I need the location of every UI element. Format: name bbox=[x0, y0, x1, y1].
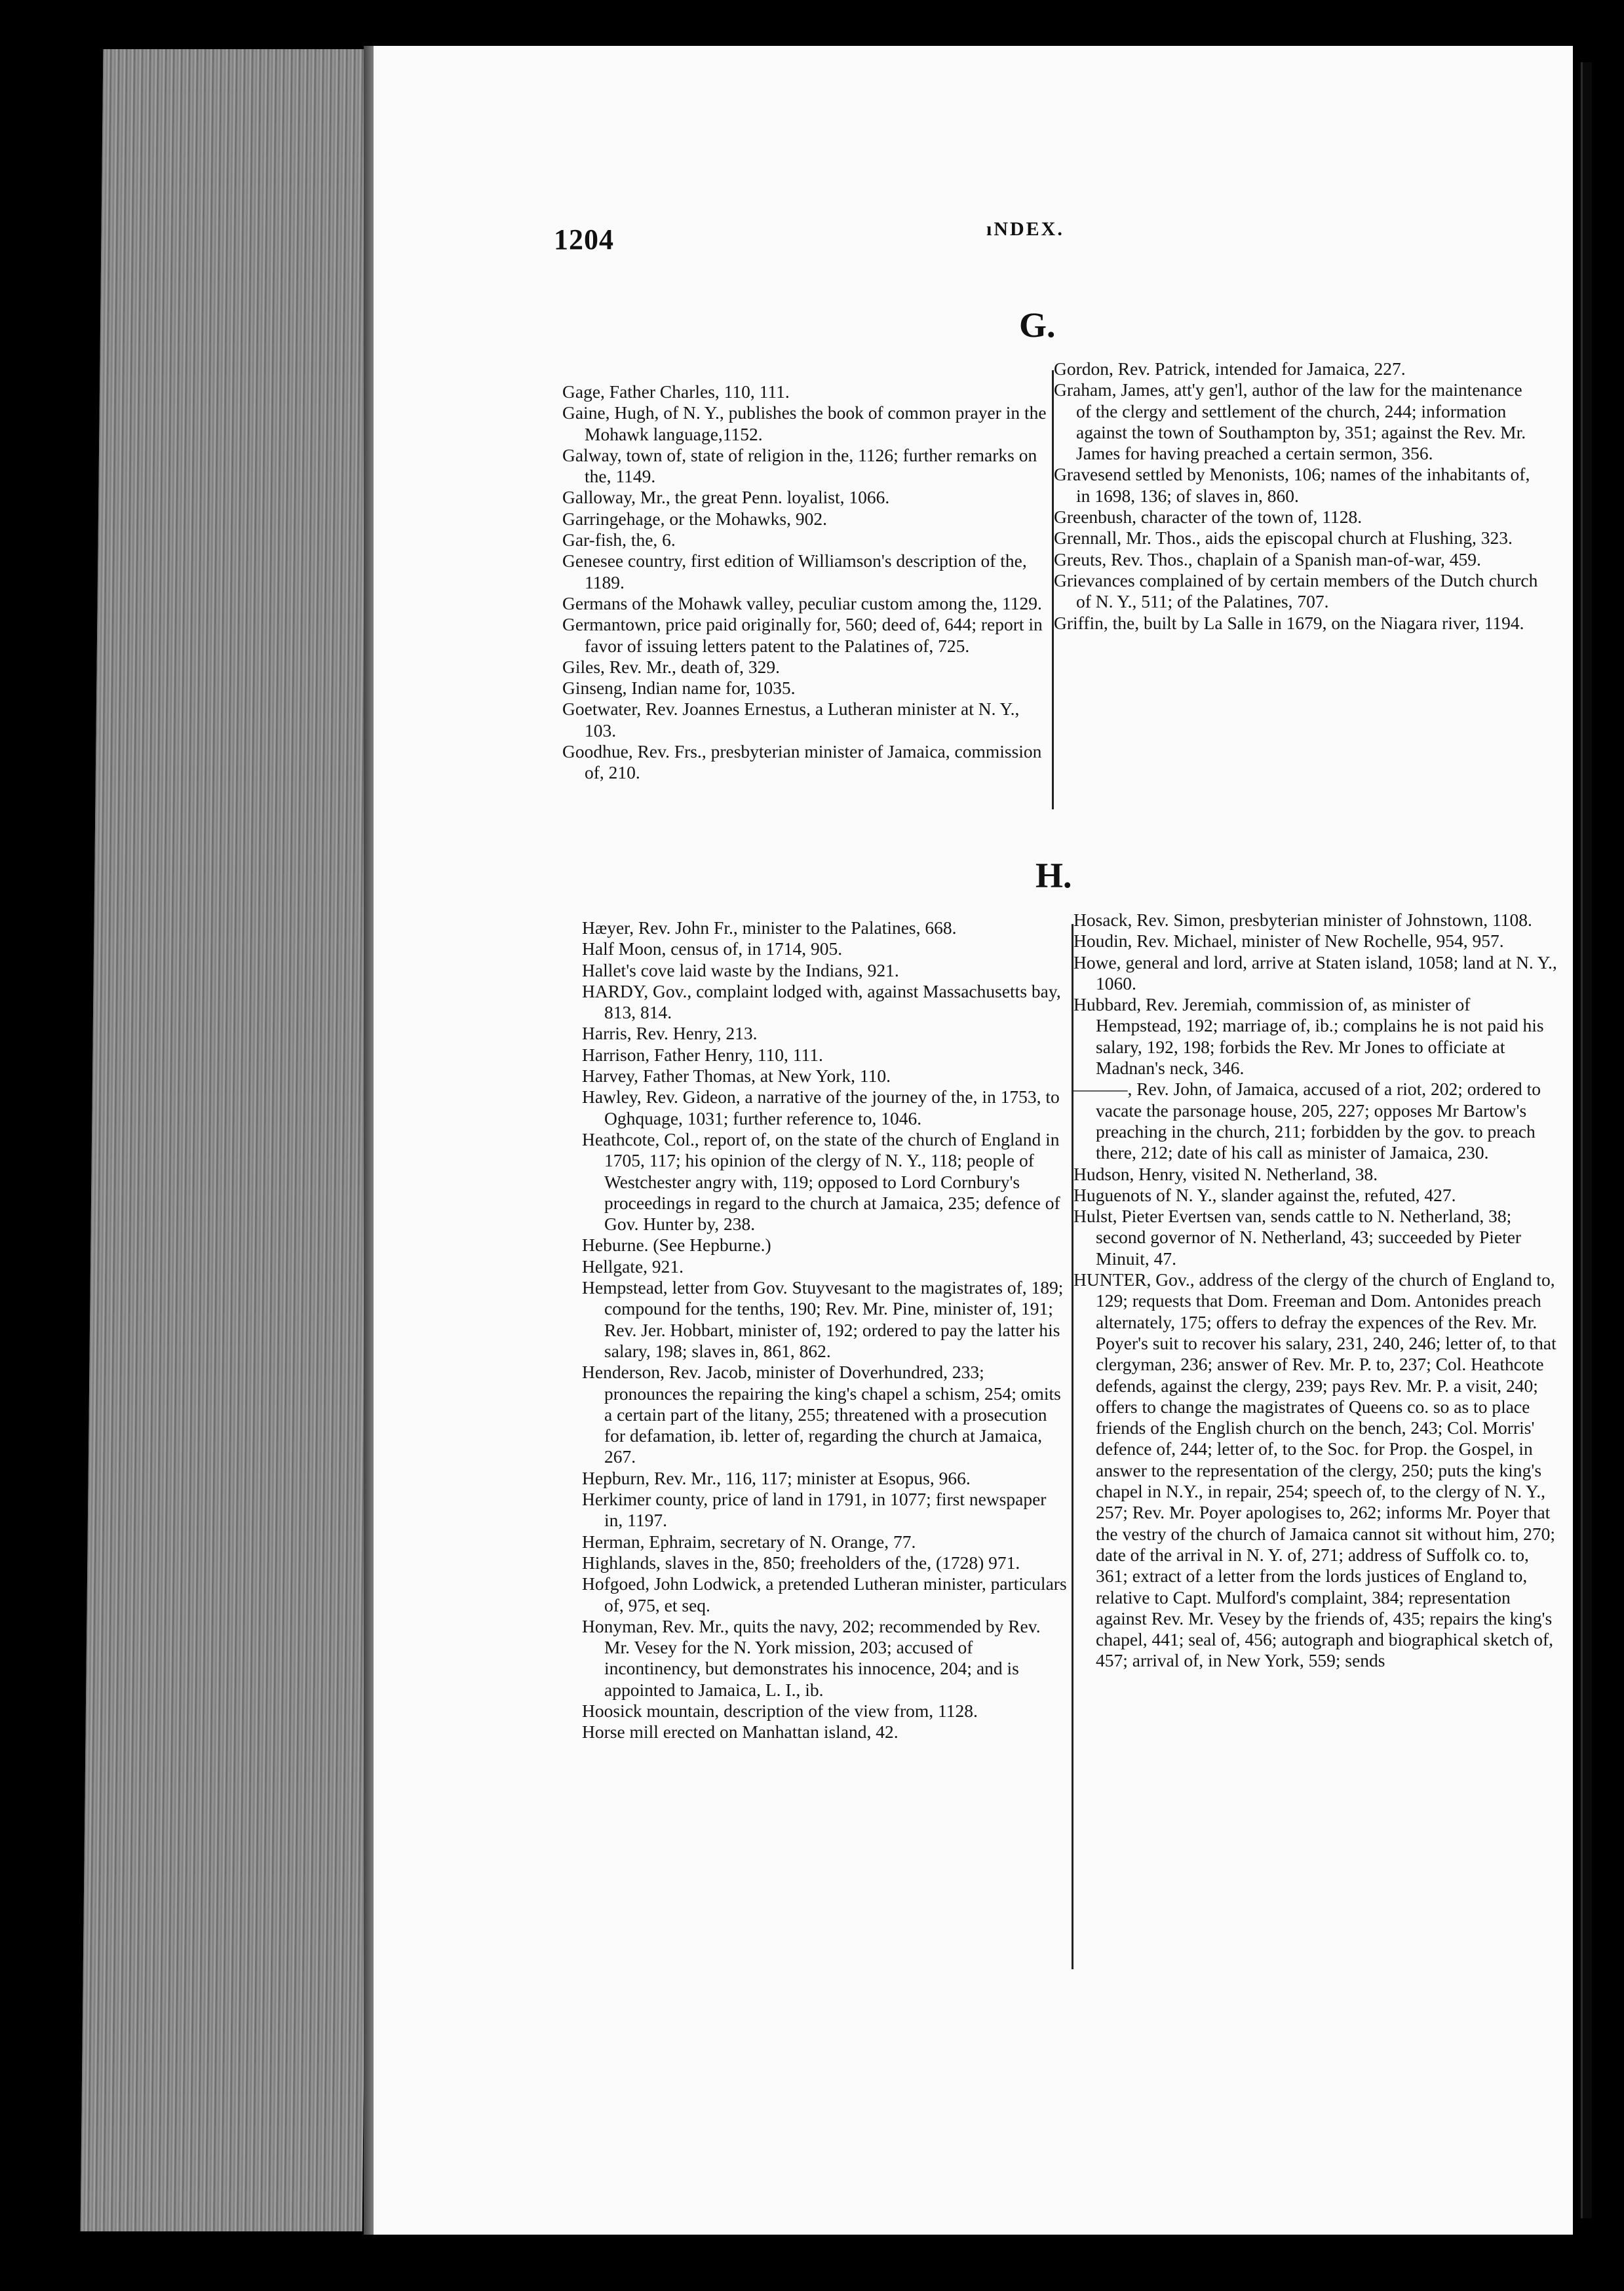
index-entry: Genesee country, first edition of Williamson's description of the, 1189. bbox=[562, 550, 1027, 592]
index-entry: Galway, town of, state of religion in the, 1126; further remarks on the, 1149. bbox=[562, 444, 1037, 487]
index-entry: Hallet's cove laid waste by the Indians, 921. bbox=[582, 959, 899, 980]
index-entry: Huguenots of N. Y., slander against the, refuted, 427. bbox=[1073, 1184, 1456, 1205]
index-entry: Goetwater, Rev. Joannes Ernestus, a Lutheran minister at N. Y., 103. bbox=[562, 699, 1020, 741]
index-entry: Hulst, Pieter Evertsen van, sends cattle to N. Netherland, 38; second governor of N. Netherland, 43; succeeded by Pieter Minuit, 47. bbox=[1073, 1206, 1522, 1269]
index-entry: Gravesend settled by Menonists, 106; names of the inhabitants of, in 1698, 136; of slaves in, 860. bbox=[1054, 464, 1530, 506]
book-page-edge bbox=[81, 49, 385, 2231]
scan-border bbox=[1581, 62, 1592, 2218]
section-heading-h: H. bbox=[1035, 856, 1072, 895]
index-entry: Gaine, Hugh, of N. Y., publishes the book of common prayer in the Mohawk language,1152. bbox=[562, 402, 1047, 444]
index-entry: Gar-fish, the, 6. bbox=[562, 529, 676, 550]
index-entry: Herkimer county, price of land in 1791, in 1077; first newspaper in, 1197. bbox=[582, 1489, 1047, 1531]
index-entry: Greuts, Rev. Thos., chaplain of a Spanish man-of-war, 459. bbox=[1054, 549, 1481, 569]
index-entry: Gordon, Rev. Patrick, intended for Jamaica, 227. bbox=[1054, 358, 1406, 379]
index-entry: Hofgoed, John Lodwick, a pretended Lutheran minister, particulars of, 975, et seq. bbox=[582, 1573, 1067, 1615]
index-entry: Galloway, Mr., the great Penn. loyalist, 1066. bbox=[562, 487, 890, 508]
index-entry: Hellgate, 921. bbox=[582, 1256, 684, 1277]
index-entry: Hepburn, Rev. Mr., 116, 117; minister at Esopus, 966. bbox=[582, 1467, 971, 1488]
running-title: ıNDEX. bbox=[986, 218, 1064, 240]
index-entry: Heburne. (See Hepburne.) bbox=[582, 1235, 771, 1256]
index-entry: Hudson, Henry, visited N. Netherland, 38. bbox=[1073, 1163, 1378, 1184]
index-entry: Ginseng, Indian name for, 1035. bbox=[562, 678, 796, 699]
index-entry: Goodhue, Rev. Frs., presbyterian minister of Jamaica, commission of, 210. bbox=[562, 741, 1042, 783]
index-entry: Germans of the Mohawk valley, peculiar custom among the, 1129. bbox=[562, 592, 1042, 613]
index-entry: Grennall, Mr. Thos., aids the episcopal church at Flushing, 323. bbox=[1054, 528, 1513, 549]
index-entry: Harris, Rev. Henry, 213. bbox=[582, 1023, 758, 1044]
index-entry: Hæyer, Rev. John Fr., minister to the Palatines, 668. bbox=[582, 917, 957, 938]
index-entry: Hoosick mountain, description of the view from, 1128. bbox=[582, 1700, 978, 1721]
index-entry: Howe, general and lord, arrive at Staten island, 1058; land at N. Y., 1060. bbox=[1073, 952, 1557, 993]
index-entry: Horse mill erected on Manhattan island, 42. bbox=[582, 1722, 899, 1742]
index-entry: HARDY, Gov., complaint lodged with, against Massachusetts bay, 813, 814. bbox=[582, 980, 1061, 1023]
index-column-g-right bbox=[1054, 358, 1539, 634]
index-entry: Grievances complained of by certain members of the Dutch church of N. Y., 511; of the Palatines, 707. bbox=[1054, 569, 1538, 612]
index-entry: Graham, James, att'y gen'l, author of the law for the maintenance of the clergy and settlement of the church, 244; information against the town of Southampton by, 351; against the Rev. Mr. James for having preached a certain sermon, 356. bbox=[1054, 379, 1526, 464]
section-heading-g: G. bbox=[1019, 305, 1056, 345]
index-entry: Herman, Ephraim, secretary of N. Orange, 77. bbox=[582, 1531, 916, 1552]
index-entry: Hawley, Rev. Gideon, a narrative of the journey of the, in 1753, to Oghquage, 1031; further reference to, 1046. bbox=[582, 1087, 1060, 1128]
index-entry: Hempstead, letter from Gov. Stuyvesant to the magistrates of, 189; compound for the tenths, 190; Rev. Mr. Pine, minister of, 191; Rev. Jer. Hobbart, minister of, 192; ordered to pay the latter his salary, 198; slaves in, 861, 862. bbox=[582, 1277, 1064, 1361]
index-entry: Heathcote, Col., report of, on the state of the church of England in 1705, 117; his opinion of the clergy of N. Y., 118; people of Westchester angry with, 119; opposed to Lord Cornbury's proceedings in regard to the church at Jamaica, 235; defence of Gov. Hunter by, 238. bbox=[582, 1128, 1060, 1235]
index-entry: Harrison, Father Henry, 110, 111. bbox=[582, 1044, 823, 1065]
index-entry: Hubbard, Rev. Jeremiah, commission of, as minister of Hempstead, 192; marriage of, ib.; complains he is not paid his salary, 192, 198; forbids the Rev. Mr Jones to officiate at Madnan's neck, 346. bbox=[1073, 994, 1544, 1079]
page-number: 1204 bbox=[554, 223, 614, 256]
index-entry: Honyman, Rev. Mr., quits the navy, 202; recommended by Rev. Mr. Vesey for the N. York mission, 203; accused of incontinency, but demonstrates his innocence, 204; and is appointed to Jamaica, L. I., ib. bbox=[582, 1615, 1041, 1700]
index-entry: Griffin, the, built by La Salle in 1679, on the Niagara river, 1194. bbox=[1054, 612, 1524, 633]
index-entry: Highlands, slaves in the, 850; freeholders of the, (1728) 971. bbox=[582, 1552, 1020, 1573]
index-entry: HUNTER, Gov., address of the clergy of the church of England to, 129; requests that Dom. Freeman and Dom. Antonides preach alternately, 175; offers to defray the expences of the Rev. Mr. Poyer's suit to recover his salary, 231, 240, 246; letter of, to that clergyman, 236; answer of Rev. Mr. P. to, 237; Col. Heathcote defends, against the clergy, 239; pays Rev. Mr. P. a visit, 240; offers to change the magistrates of Queens co. so as to place friends of the English church on the bench, 243; Col. Morris' defence of, 244; letter of, to the Soc. for Prop. the Gospel, in answer to the representation of the clergy, 250; puts the king's chapel in N.Y., in repair, 254; speech of, to the clergy of N. Y., 257; Rev. Mr. Poyer apologises to, 262; informs Mr. Poyer that the vestry of the church of Jamaica cannot sit without him, 270; date of the arrival in N. Y. of, 271; address of Suffolk co. to, 361; extract of a letter from the lords justices of England to, relative to Capt. Mulford's complaint, 384; representation against Rev. Mr. Vesey by the friends of, 435; repairs the king's chapel, 441; seal of, 456; autograph and biographical sketch of, 457; arrival of, in New York, 559; sends bbox=[1073, 1269, 1556, 1671]
index-entry: Houdin, Rev. Michael, minister of New Rochelle, 954, 957. bbox=[1073, 931, 1504, 952]
index-entry: Half Moon, census of, in 1714, 905. bbox=[582, 938, 843, 959]
index-column-h-right bbox=[1073, 910, 1558, 1672]
index-entry: ———, Rev. John, of Jamaica, accused of a riot, 202; ordered to vacate the parsonage house, 205, 227; opposes Mr Bartow's preaching in the church, 211; forbidden by the gov. to preach there, 212; date of his call as minister of Jamaica, 230. bbox=[1073, 1079, 1541, 1163]
index-entry: Hosack, Rev. Simon, presbyterian minister of Johnstown, 1108. bbox=[1073, 910, 1532, 930]
index-entry: Greenbush, character of the town of, 1128. bbox=[1054, 507, 1363, 528]
index-entry: Gage, Father Charles, 110, 111. bbox=[562, 381, 790, 402]
index-entry: Giles, Rev. Mr., death of, 329. bbox=[562, 656, 780, 677]
index-column-g-left bbox=[562, 381, 1047, 784]
index-entry: Germantown, price paid originally for, 560; deed of, 644; report in favor of issuing letters patent to the Palatines of, 725. bbox=[562, 614, 1043, 656]
index-column-h-left bbox=[582, 917, 1067, 1743]
index-entry: Garringehage, or the Mohawks, 902. bbox=[562, 508, 827, 529]
index-entry: Henderson, Rev. Jacob, minister of Doverhundred, 233; pronounces the repairing the king's chapel a schism, 254; omits a certain part of the litany, 255; threatened with a prosecution for defamation, ib. letter of, regarding the church at Jamaica, 267. bbox=[582, 1362, 1061, 1467]
index-entry: Harvey, Father Thomas, at New York, 110. bbox=[582, 1066, 891, 1087]
